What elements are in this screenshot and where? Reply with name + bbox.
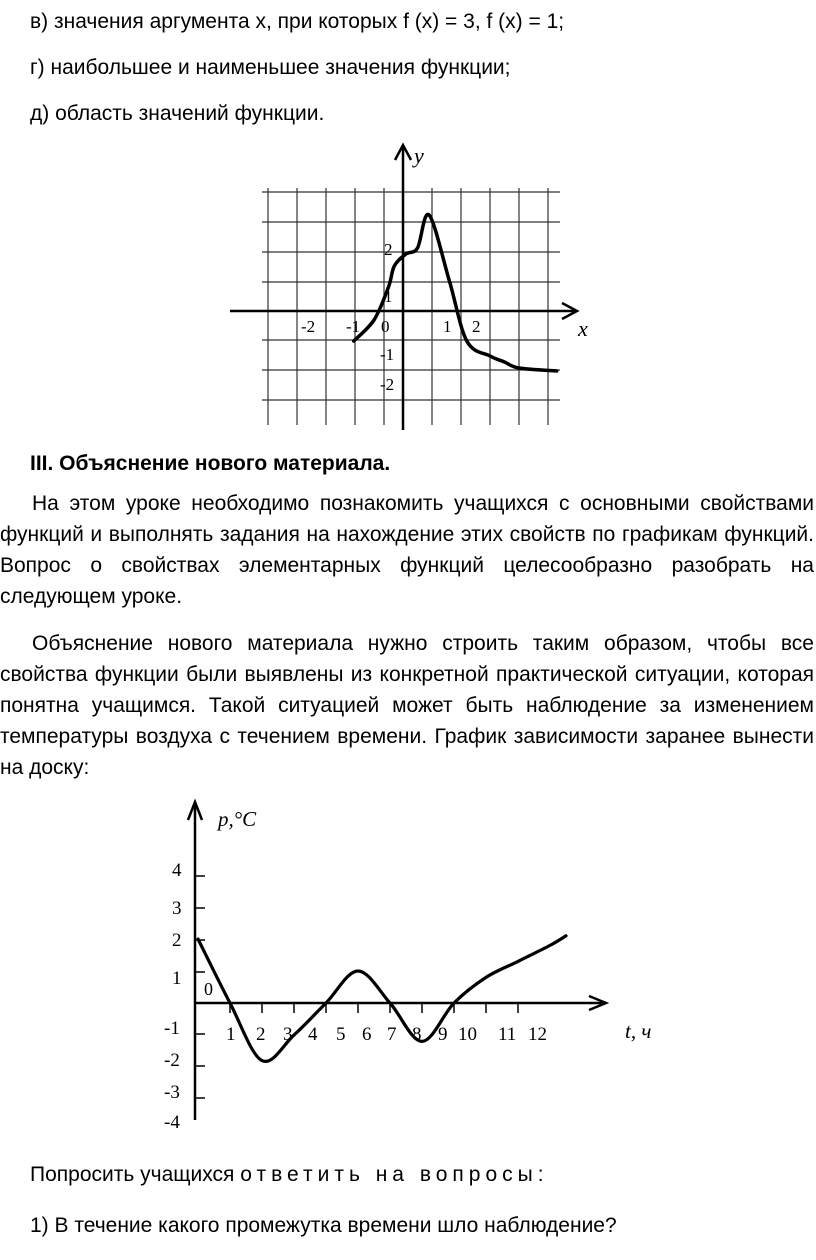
graph2-x-tick: 12: [528, 1024, 547, 1045]
graph1-x-tick: -2: [301, 317, 316, 336]
graph2-x-tick: 10: [458, 1024, 477, 1045]
graph2-x-tick: 9: [438, 1024, 448, 1045]
graph2-x-tick: 7: [387, 1024, 397, 1045]
graph2-x-tick: 5: [336, 1024, 346, 1045]
graph2-x-tick: 2: [256, 1024, 266, 1045]
graph1-x-tick: 0: [381, 317, 390, 336]
graph1-y-tick: -2: [380, 375, 395, 394]
graph1-axes: [230, 145, 577, 430]
graph2-tick-marks: [195, 876, 518, 1098]
graph2-y-label: p,°C: [218, 807, 257, 831]
graph2-origin-label: 0: [204, 979, 213, 999]
graph2-x-tick: 11: [498, 1024, 517, 1045]
graph2-y-tick: 4: [172, 860, 182, 881]
graph2-x-tick: 1: [226, 1024, 236, 1045]
ask-suffix: :: [537, 1163, 544, 1186]
graph2-x-tick: 3: [283, 1024, 293, 1045]
paragraph-2: Объяснение нового материала нужно строить таким образом, чтобы все свойства функции были выявлены из конкретной практической ситуации, которая понятна учащимся. Такой ситуацией может быть наблюдение за изменением температуры воздуха с течением времени. График зависимости заранее вынести на доску:: [0, 632, 814, 779]
question-g: г) наибольшее и наименьшее значения функции;: [30, 56, 511, 79]
function-graph: [0, 138, 816, 438]
graph2-axes: [188, 802, 606, 1120]
graph2-y-tick: 3: [172, 898, 182, 919]
graph1-y-tick: 2: [384, 240, 393, 259]
question-1: 1) В течение какого промежутка времени шло наблюдение?: [30, 1214, 617, 1237]
paragraph-1: На этом уроке необходимо познакомить учащихся с основными свойствами функций и выполнять задания на нахождение этих свойств по графикам функций. Вопрос о свойствах элементарных функций целесообразно разобрать на следующем уроке.: [0, 492, 814, 608]
graph1-x-tick: -1: [346, 317, 361, 336]
graph1-x-tick: 2: [472, 317, 481, 336]
graph2-y-tick: -3: [164, 1082, 180, 1103]
section-heading: III. Объяснение нового материала.: [30, 452, 391, 475]
graph1-y-tick: 1: [384, 287, 393, 306]
graph1-y-tick: -1: [380, 345, 395, 364]
graph2-y-tick: 2: [172, 930, 182, 951]
graph1-x-tick: 1: [443, 317, 452, 336]
question-d: д) область значений функции.: [30, 102, 325, 125]
graph2-y-tick: -2: [164, 1050, 180, 1071]
graph1-y-label: y: [414, 143, 424, 168]
graph2-y-tick: 1: [172, 968, 182, 989]
graph2-x-label: t, ч: [625, 1019, 652, 1043]
graph1-grid: [262, 188, 560, 425]
graph2-x-tick: 6: [362, 1024, 372, 1045]
ask-prefix: Попросить учащихся: [30, 1163, 241, 1186]
graph2-x-tick: 8: [412, 1024, 422, 1045]
question-v: в) значения аргумента x, при которых f (x) = 3, f (x) = 1;: [30, 10, 565, 33]
ask-spaced: ответить на вопросы: [240, 1163, 538, 1186]
temperature-graph: [0, 790, 816, 1140]
graph2-y-tick: -1: [164, 1018, 180, 1039]
graph1-x-label: x: [578, 316, 588, 341]
ask-line: [30, 1163, 544, 1187]
graph2-x-tick: 4: [308, 1024, 318, 1045]
graph2-y-tick: -4: [164, 1112, 180, 1133]
